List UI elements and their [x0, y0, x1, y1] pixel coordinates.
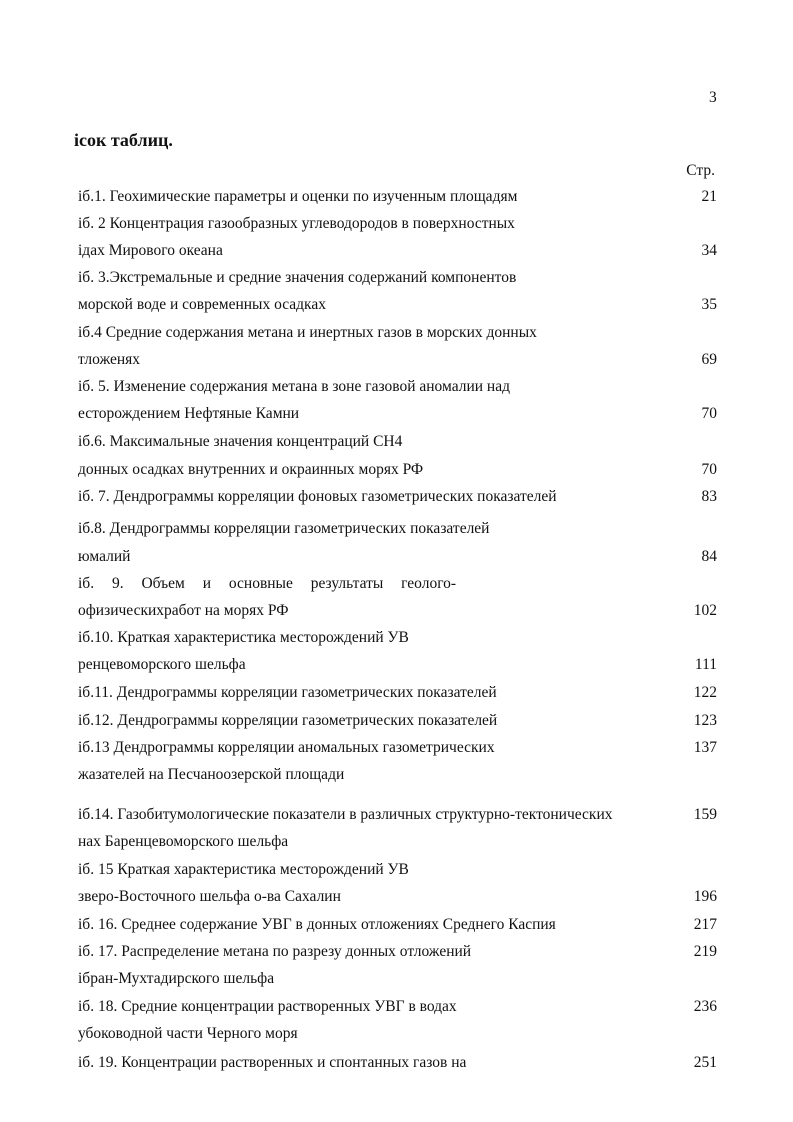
entry-page: 70: [701, 461, 717, 478]
entry-line: іб.6. Максимальные значения концентраций CH4: [78, 433, 403, 450]
entry-line: убоководной части Черного моря: [78, 1025, 298, 1042]
entry-line: іб.1. Геохимические параметры и оценки по изученным площадям: [78, 188, 518, 205]
entry-page: 137: [693, 739, 717, 756]
entry-line: іб. 7. Дендрограммы корреляции фоновых газометрических показателей: [78, 488, 557, 505]
entry-line: іб. 18. Средние концентрации растворенных УВГ в водах: [78, 998, 457, 1015]
entry-page: 70: [701, 405, 717, 422]
entry-line: зверо-Восточного шельфа о-ва Сахалин: [78, 888, 341, 905]
entry-line: іб. 17. Распределение метана по разрезу донных отложений: [78, 943, 472, 960]
entry-line: морской воде и современных осадках: [78, 296, 326, 313]
entry-line: іб. 9. Объем и основные результаты геолого-: [78, 575, 457, 592]
entry-line: іб. 16. Среднее содержание УВГ в донных отложениях Среднего Каспия: [78, 916, 556, 933]
entry-page: 111: [694, 656, 717, 673]
entry-page: 217: [693, 916, 717, 933]
entry-page: 84: [701, 548, 717, 565]
entry-page: 21: [701, 188, 717, 205]
page-column-header: Стр.: [686, 162, 715, 179]
entry-line: іб. 5. Изменение содержания метана в зоне газовой аномалии над: [78, 378, 510, 395]
entry-line: іб. 15 Краткая характеристика месторождений УВ: [78, 861, 409, 878]
entry-page: 123: [693, 712, 717, 729]
page-title: ісок таблиц.: [74, 130, 173, 150]
entry-page: 251: [693, 1054, 717, 1071]
entry-page: 219: [693, 943, 717, 960]
entry-line: іб. 19. Концентрации растворенных и спонтанных газов на: [78, 1054, 467, 1071]
entry-line: ренцевоморского шельфа: [78, 656, 246, 673]
page-number: 3: [709, 89, 717, 106]
entry-page: 236: [693, 998, 717, 1015]
entry-line: іб.8. Дендрограммы корреляции газометрических показателей: [78, 520, 490, 537]
entry-page: 35: [701, 296, 717, 313]
entry-line: іб.10. Краткая характеристика месторождений УВ: [78, 629, 409, 646]
entry-line: ідах Мирового океана: [78, 242, 223, 259]
entry-line: іб.14. Газобитумологические показатели в различных структурно-тектонических: [78, 806, 613, 823]
entry-line: жазателей на Песчаноозерской площади: [78, 766, 345, 783]
entry-line: есторождением Нефтяные Камни: [78, 405, 300, 422]
entry-page: 69: [701, 351, 717, 368]
entry-line: донных осадках внутренних и окраинных морях РФ: [78, 461, 424, 478]
entry-page: 34: [701, 242, 717, 259]
entry-line: тложенях: [78, 351, 141, 368]
entry-page: 83: [701, 488, 717, 505]
entry-line: іб.12. Дендрограммы корреляции газометрических показателей: [78, 712, 498, 729]
entry-line: іб.13 Дендрограммы корреляции аномальных газометрических: [78, 739, 495, 756]
entry-page: 159: [693, 806, 717, 823]
entry-line: ібран-Мухтадирского шельфа: [78, 970, 275, 987]
entry-page: 196: [693, 888, 717, 905]
entry-line: іб. 3.Экстремальные и средние значения содержаний компонентов: [78, 269, 517, 286]
entry-line: юмалий: [78, 548, 131, 565]
entry-page: 122: [693, 684, 717, 701]
entry-line: іб.11. Дендрограммы корреляции газометрических показателей: [78, 684, 497, 701]
entry-line: іб. 2 Концентрация газообразных углеводородов в поверхностных: [78, 215, 515, 232]
entry-line: іб.4 Средние содержания метана и инертных газов в морских донных: [78, 324, 537, 341]
entry-line: офизическихработ на морях РФ: [78, 602, 289, 619]
entry-line: нах Баренцевоморского шельфа: [78, 833, 289, 850]
entry-page: 102: [693, 602, 717, 619]
